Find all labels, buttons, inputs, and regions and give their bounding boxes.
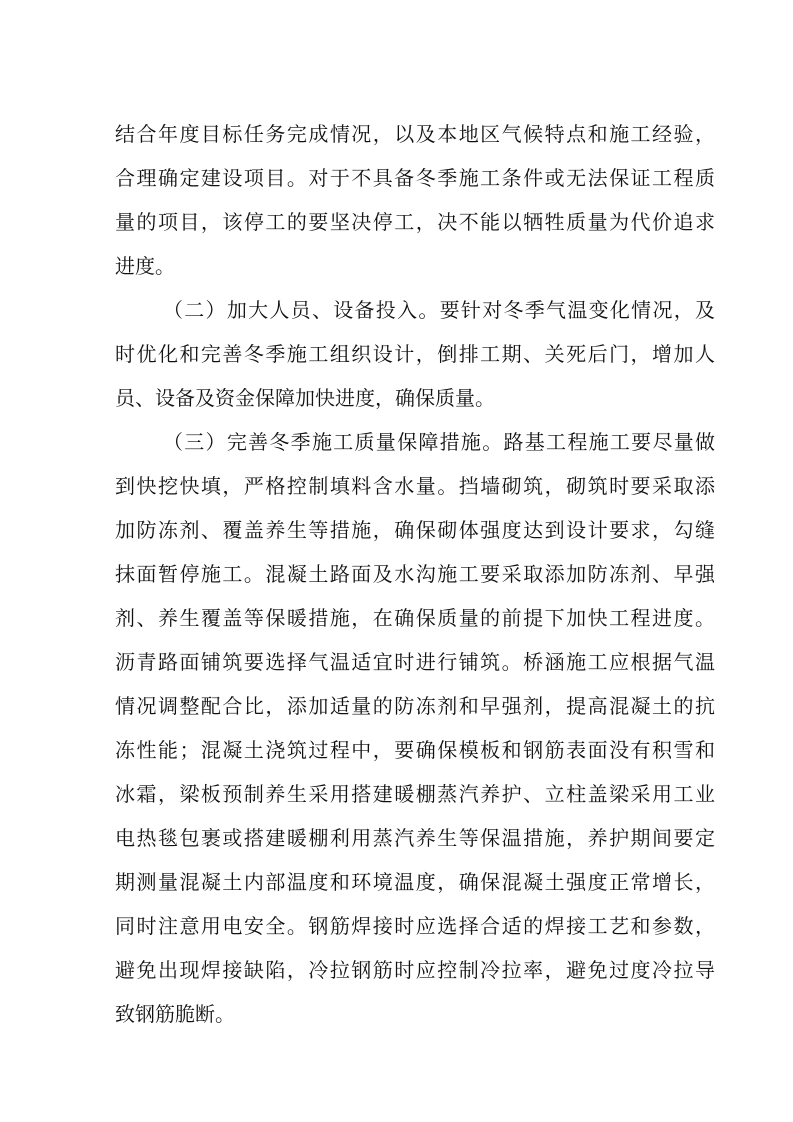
paragraph-line: 员、设备及资金保障加快进度，确保质量。: [115, 386, 495, 410]
paragraph-line: （三）完善冬季施工质量保障措施。路基工程施工要尽量做: [163, 430, 715, 454]
paragraph-line: 进度。: [115, 254, 175, 278]
paragraph-line: 期测量混凝土内部温度和环境温度，确保混凝土强度正常增长，: [115, 870, 715, 894]
paragraph-line: 电热毯包裹或搭建暖棚利用蒸汽养生等保温措施，养护期间要定: [115, 826, 715, 850]
paragraph-line: （二）加大人员、设备投入。要针对冬季气温变化情况，及: [163, 298, 715, 322]
paragraph-line: 情况调整配合比，添加适量的防冻剂和早强剂，提高混凝土的抗: [115, 694, 715, 718]
paragraph-line: 时优化和完善冬季施工组织设计，倒排工期、关死后门，增加人: [115, 342, 715, 366]
paragraph-line: 结合年度目标任务完成情况，以及本地区气候特点和施工经验，: [115, 122, 715, 146]
paragraph-line: 致钢筋脆断。: [115, 1002, 235, 1026]
paragraph-line: 沥青路面铺筑要选择气温适宜时进行铺筑。桥涵施工应根据气温: [115, 650, 715, 674]
paragraph-line: 量的项目，该停工的要坚决停工，决不能以牺牲质量为代价追求: [115, 210, 715, 234]
paragraph-line: 避免出现焊接缺陷，冷拉钢筋时应控制冷拉率，避免过度冷拉导: [115, 958, 715, 982]
paragraph-line: 同时注意用电安全。钢筋焊接时应选择合适的焊接工艺和参数，: [115, 914, 715, 938]
paragraph-line: 抹面暂停施工。混凝土路面及水沟施工要采取添加防冻剂、早强: [115, 562, 715, 586]
paragraph-line: 冰霜，梁板预制养生采用搭建暖棚蒸汽养护、立柱盖梁采用工业: [115, 782, 715, 806]
paragraph-line: 冻性能；混凝土浇筑过程中，要确保模板和钢筋表面没有积雪和: [115, 738, 715, 762]
paragraph-line: 剂、养生覆盖等保暖措施，在确保质量的前提下加快工程进度。: [115, 606, 715, 630]
paragraph-line: 合理确定建设项目。对于不具备冬季施工条件或无法保证工程质: [115, 166, 715, 190]
paragraph-line: 到快挖快填，严格控制填料含水量。挡墙砌筑，砌筑时要采取添: [115, 474, 715, 498]
paragraph-line: 加防冻剂、覆盖养生等措施，确保砌体强度达到设计要求，勾缝: [115, 518, 715, 542]
